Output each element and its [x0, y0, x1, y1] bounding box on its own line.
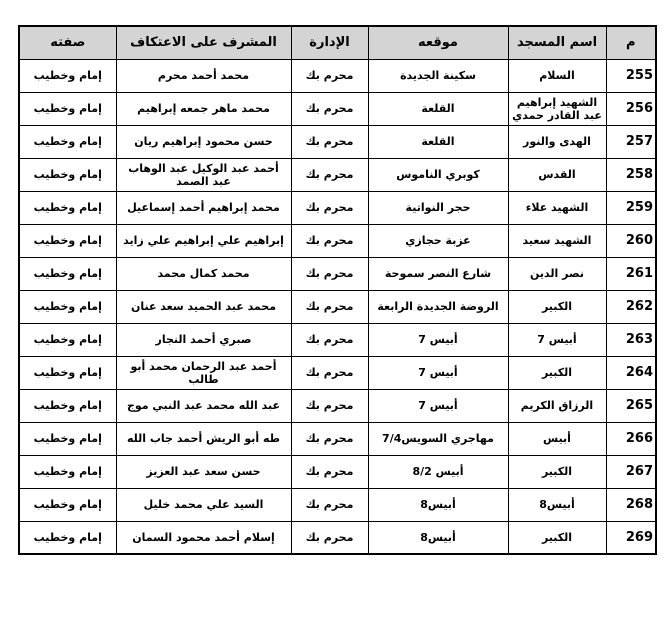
cell-admin: محرم بك — [291, 125, 368, 158]
cell-location: مهاجري السويس7/4 — [368, 422, 508, 455]
cell-admin: محرم بك — [291, 92, 368, 125]
cell-location: أبيس 7 — [368, 389, 508, 422]
col-header-location: موقعه — [368, 26, 508, 59]
cell-admin: محرم بك — [291, 59, 368, 92]
cell-mosque: السلام — [508, 59, 606, 92]
col-header-number: م — [606, 26, 656, 59]
cell-admin: محرم بك — [291, 224, 368, 257]
cell-location: الروضة الجديدة الرابعة — [368, 290, 508, 323]
cell-location: أبيس8 — [368, 488, 508, 521]
col-header-title: صفته — [19, 26, 116, 59]
cell-mosque: أبيس 7 — [508, 323, 606, 356]
cell-supervisor: محمد ماهر جمعه إبراهيم — [116, 92, 291, 125]
cell-num: 268 — [606, 488, 656, 521]
table-body — [19, 59, 656, 554]
cell-location: سكينة الجديدة — [368, 59, 508, 92]
cell-location: كوبري الناموس — [368, 158, 508, 191]
cell-location: عزبة حجازي — [368, 224, 508, 257]
cell-supervisor: إبراهيم علي إبراهيم علي زايد — [116, 224, 291, 257]
cell-admin: محرم بك — [291, 191, 368, 224]
cell-mosque: الكبير — [508, 521, 606, 554]
cell-admin: محرم بك — [291, 488, 368, 521]
cell-supervisor: حسن سعد عبد العزيز — [116, 455, 291, 488]
cell-supervisor: طه أبو الريش أحمد جاب الله — [116, 422, 291, 455]
cell-location: حجر النواتية — [368, 191, 508, 224]
table-row — [19, 455, 656, 488]
cell-mosque: الشهيد سعيد — [508, 224, 606, 257]
cell-num: 259 — [606, 191, 656, 224]
table-row — [19, 290, 656, 323]
cell-location: أبيس 7 — [368, 323, 508, 356]
cell-title: إمام وخطيب — [19, 92, 116, 125]
cell-title: إمام وخطيب — [19, 290, 116, 323]
cell-num: 261 — [606, 257, 656, 290]
cell-location: أبيس8 — [368, 521, 508, 554]
cell-location: أبيس 7 — [368, 356, 508, 389]
cell-num: 269 — [606, 521, 656, 554]
cell-supervisor: محمد أحمد محرم — [116, 59, 291, 92]
cell-title: إمام وخطيب — [19, 455, 116, 488]
cell-title: إمام وخطيب — [19, 356, 116, 389]
cell-location: شارع النصر سموحة — [368, 257, 508, 290]
col-header-supervisor: المشرف على الاعتكاف — [116, 26, 291, 59]
cell-title: إمام وخطيب — [19, 191, 116, 224]
cell-num: 264 — [606, 356, 656, 389]
cell-title: إمام وخطيب — [19, 158, 116, 191]
cell-num: 266 — [606, 422, 656, 455]
table-row — [19, 158, 656, 191]
table-row — [19, 521, 656, 554]
table-row — [19, 224, 656, 257]
cell-num: 258 — [606, 158, 656, 191]
cell-num: 265 — [606, 389, 656, 422]
cell-title: إمام وخطيب — [19, 59, 116, 92]
cell-num: 267 — [606, 455, 656, 488]
cell-mosque: القدس — [508, 158, 606, 191]
cell-supervisor: محمد عبد الحميد سعد عنان — [116, 290, 291, 323]
cell-admin: محرم بك — [291, 455, 368, 488]
cell-mosque: الكبير — [508, 356, 606, 389]
table-header — [19, 26, 656, 59]
table-row — [19, 356, 656, 389]
cell-title: إمام وخطيب — [19, 488, 116, 521]
cell-title: إمام وخطيب — [19, 224, 116, 257]
cell-mosque: الرزاق الكريم — [508, 389, 606, 422]
cell-num: 257 — [606, 125, 656, 158]
table-row — [19, 323, 656, 356]
cell-location: القلعة — [368, 125, 508, 158]
cell-supervisor: عبد الله محمد عبد النبي موج — [116, 389, 291, 422]
cell-supervisor: محمد كمال محمد — [116, 257, 291, 290]
col-header-admin: الإدارة — [291, 26, 368, 59]
cell-admin: محرم بك — [291, 158, 368, 191]
cell-mosque: نصر الدين — [508, 257, 606, 290]
cell-admin: محرم بك — [291, 356, 368, 389]
table-row — [19, 488, 656, 521]
cell-location: القلعة — [368, 92, 508, 125]
table-row — [19, 422, 656, 455]
cell-admin: محرم بك — [291, 422, 368, 455]
cell-supervisor: السيد علي محمد خليل — [116, 488, 291, 521]
table-row — [19, 125, 656, 158]
cell-admin: محرم بك — [291, 521, 368, 554]
cell-num: 260 — [606, 224, 656, 257]
cell-num: 262 — [606, 290, 656, 323]
cell-admin: محرم بك — [291, 290, 368, 323]
cell-title: إمام وخطيب — [19, 257, 116, 290]
cell-title: إمام وخطيب — [19, 323, 116, 356]
table-row — [19, 191, 656, 224]
cell-supervisor: حسن محمود إبراهيم ريان — [116, 125, 291, 158]
cell-title: إمام وخطيب — [19, 521, 116, 554]
table-row — [19, 92, 656, 125]
cell-mosque: الهدى والنور — [508, 125, 606, 158]
cell-supervisor: محمد إبراهيم أحمد إسماعيل — [116, 191, 291, 224]
table-row — [19, 389, 656, 422]
table-row — [19, 59, 656, 92]
cell-mosque: الشهيد علاء — [508, 191, 606, 224]
cell-admin: محرم بك — [291, 389, 368, 422]
cell-mosque: الكبير — [508, 290, 606, 323]
cell-mosque: أبيس — [508, 422, 606, 455]
cell-supervisor: أحمد عبد الوكيل عبد الوهاب عبد الصمد — [116, 158, 291, 191]
cell-title: إمام وخطيب — [19, 422, 116, 455]
cell-num: 255 — [606, 59, 656, 92]
header-row — [19, 26, 656, 59]
cell-supervisor: إسلام أحمد محمود السمان — [116, 521, 291, 554]
table-row — [19, 257, 656, 290]
mosques-itikaf-table — [18, 25, 657, 555]
cell-mosque: الكبير — [508, 455, 606, 488]
cell-supervisor: صبري أحمد النجار — [116, 323, 291, 356]
cell-supervisor: أحمد عبد الرحمان محمد أبو طالب — [116, 356, 291, 389]
cell-title: إمام وخطيب — [19, 125, 116, 158]
cell-admin: محرم بك — [291, 323, 368, 356]
cell-location: أبيس 8/2 — [368, 455, 508, 488]
col-header-mosque: اسم المسجد — [508, 26, 606, 59]
cell-title: إمام وخطيب — [19, 389, 116, 422]
cell-mosque: الشهيد إبراهيم عبد القادر حمدي — [508, 92, 606, 125]
document-sheet — [18, 25, 657, 555]
cell-admin: محرم بك — [291, 257, 368, 290]
cell-num: 256 — [606, 92, 656, 125]
cell-mosque: أبيس8 — [508, 488, 606, 521]
cell-num: 263 — [606, 323, 656, 356]
